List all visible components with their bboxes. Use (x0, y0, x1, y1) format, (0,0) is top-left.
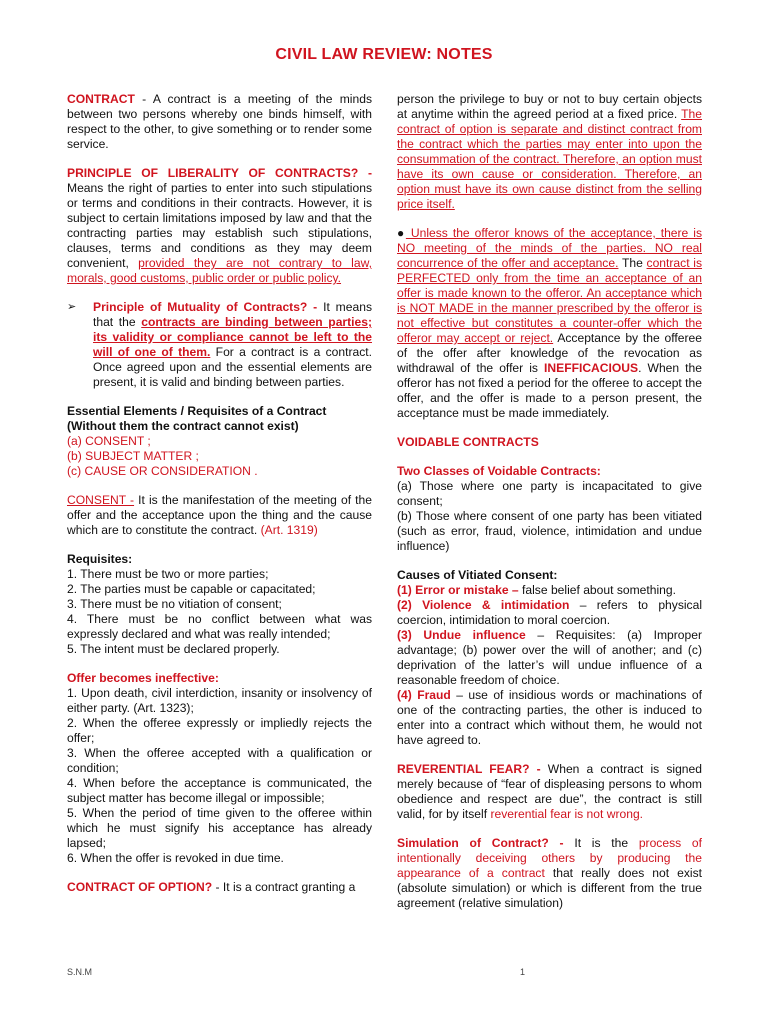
mutuality-emphasis: contracts are binding between parties; its validity or compliance cannot be left to the will of one of them. (93, 315, 372, 359)
list-item: 2. When the offeree expressly or impliedly rejects the offer; (67, 716, 372, 745)
consent-heading: CONSENT - (67, 493, 135, 507)
inefficacious-term: INEFFICACIOUS (544, 361, 639, 375)
list-item (397, 628, 702, 688)
liberality-text: Means the right of parties to enter into such stipulations or terms and conditions in their contracts. However, it is subject to certain limitations imposed by law and that the contracting parties may establish such stipulations, clauses, terms and conditions as they may deem convenient, (67, 181, 372, 270)
mutuality-text-block (93, 300, 372, 390)
offeror-emphasis-1: Unless the offeror knows of the acceptance, there is NO meeting of the minds of the parties. NO real concurrence of the offer and acceptance. (397, 226, 703, 270)
list-item: 1. Upon death, civil interdiction, insanity or insolvency of either party. (Art. 1323); (67, 686, 372, 715)
reverential-fear-emphasis: reverential fear is not wrong. (490, 807, 644, 821)
mutuality-text-2: For a contract is a contract. Once agreed upon and the essential elements are present, it is valid and binding between parties. (93, 345, 373, 389)
list-item: 5. When the period of time given to the offeree within which he must signify his acceptance has already lapsed; (67, 806, 372, 850)
list-item: 5. The intent must be declared properly. (67, 642, 280, 656)
offeror-acceptance (397, 226, 702, 421)
causes-heading: Causes of Vitiated Consent: (397, 568, 558, 582)
cause-label: (2) Violence & intimidation (397, 598, 570, 612)
essential-elements-heading: Essential Elements / Requisites of a Contract (Without them the contract cannot exist) (67, 404, 327, 433)
page-number: 1 (520, 967, 526, 977)
simulation-emphasis: process of intentionally deceiving others by producing the appearance of a contract (397, 836, 702, 880)
offeror-text-3: . When the offeror has not fixed a period for the offeree to accept the offer, and the offer is made to a person present, the acceptance must be made immediately. (397, 361, 702, 420)
consent-text: It is the manifestation of the meeting of the offer and the acceptance upon the thing and the cause which are to constitute the contract. (67, 493, 372, 537)
option-continued (397, 92, 702, 212)
voidable-contracts-heading: VOIDABLE CONTRACTS (397, 435, 539, 449)
cause-text: – refers to physical coercion, intimidation to moral coercion. (397, 598, 703, 627)
page-title: CIVIL LAW REVIEW: NOTES (275, 46, 493, 63)
simulation-of-contract (397, 836, 702, 911)
list-item: 4. There must be no conflict between what was expressly declared and what was really intended; (67, 612, 372, 641)
list-item: 3. When the offeree accepted with a qualification or condition; (67, 746, 372, 775)
reverential-fear-heading: REVERENTIAL FEAR? - (397, 762, 541, 776)
voidable-classes (397, 464, 702, 554)
contract-heading: CONTRACT (67, 92, 135, 106)
liberality-proviso: provided they are not contrary to law, morals, good customs, public order or public policy. (67, 256, 372, 285)
list-item (397, 598, 702, 628)
liberality-section (67, 166, 372, 286)
list-item: 6. When the offer is revoked in due time. (67, 851, 284, 865)
simulation-text-1: It is the (563, 836, 639, 850)
offer-ineffective-list (67, 671, 372, 866)
cause-text: – use of insidious words or machinations of one of the contracting parties, the other is induced to enter into a contract which without them, he would not have agreed to. (397, 688, 702, 747)
contract-definition (67, 92, 372, 152)
left-column (67, 92, 372, 909)
reverential-fear-text: When a contract is signed merely because of “fear of displeasing persons to whom obedience and respect are due”, the contract is still valid, for by itself (397, 762, 702, 821)
mutuality-text-1: It means that the (93, 300, 372, 329)
reverential-fear (397, 762, 702, 822)
bullet-dot-icon: ● (397, 226, 406, 240)
liberality-heading: PRINCIPLE OF LIBERALITY OF CONTRACTS? - (67, 166, 372, 180)
option-cont-text: person the privilege to buy or not to buy certain objects at anytime within the agreed period at a fixed price. (397, 92, 702, 121)
consent-definition (67, 493, 372, 538)
element-item: (b) SUBJECT MATTER ; (67, 449, 199, 463)
list-item: (a) Those where one party is incapacitated to give consent; (397, 479, 702, 508)
cause-text: false belief about something. (518, 583, 676, 597)
offer-ineffective-heading: Offer becomes ineffective: (67, 671, 219, 685)
element-item: (a) CONSENT ; (67, 434, 151, 448)
simulation-heading: Simulation of Contract? - (397, 836, 564, 850)
mutuality-bullet (67, 300, 372, 390)
footer-initials: S.N.M (67, 967, 93, 977)
list-item: 1. There must be two or more parties; (67, 567, 269, 581)
offeror-text-1: The (618, 256, 647, 270)
requisites-list (67, 552, 372, 657)
cause-label: (4) Fraud (397, 688, 451, 702)
option-text: - It is a contract granting a (212, 880, 356, 894)
consent-article-ref: (Art. 1319) (260, 523, 318, 537)
element-item: (c) CAUSE OR CONSIDERATION . (67, 464, 258, 478)
simulation-text-2: that really does not exist (absolute simulation) or which is different from the true agreement (relative simulation) (397, 866, 702, 910)
option-cont-emphasis: The contract of option is separate and distinct contract from the contract which the parties may enter into upon the consummation of the contract. Therefore, an option must have its own cause or consideration. Therefore, an option must have its own cause distinct from the selling price itself. (397, 107, 702, 211)
offeror-emphasis-2: contract is PERFECTED only from the time an acceptance of an offer is made known to the offeror. An acceptance which is NOT MADE in the manner prescribed by the offeror is not effective but constitutes a counter-offer which the offeror may accept or reject. (397, 256, 703, 345)
requisites-heading: Requisites: (67, 552, 133, 566)
arrow-bullet-icon: ➢ (67, 301, 77, 313)
voidable-classes-heading: Two Classes of Voidable Contracts: (397, 464, 601, 478)
cause-label: (3) Undue influence (397, 628, 526, 642)
essential-elements (67, 404, 372, 479)
offeror-text-2: Acceptance by the offeree of the offer after knowledge of the revocation as withdrawal of the offer is (397, 331, 702, 375)
list-item: 2. The parties must be capable or capacitated; (67, 582, 316, 596)
vitiated-consent-causes (397, 568, 702, 748)
list-item: (b) Those where consent of one party has been vitiated (such as error, fraud, violence, intimidation and undue influence) (397, 509, 702, 553)
list-item (397, 583, 702, 598)
right-column (397, 92, 702, 925)
contract-text: - A contract is a meeting of the minds between two persons whereby one binds himself, with respect to the other, to give something or to render some service. (67, 92, 372, 151)
contract-of-option (67, 880, 372, 895)
list-item: 4. When before the acceptance is communicated, the subject matter has become illegal or impossible; (67, 776, 372, 805)
option-heading: CONTRACT OF OPTION? (67, 880, 213, 894)
cause-text: – Requisites: (a) Improper advantage; (b) power over the will of another; and (c) deprivation of the latter’s will undue influence of a reasonable freedom of choice. (397, 628, 702, 687)
mutuality-heading: Principle of Mutuality of Contracts? - (93, 300, 318, 314)
list-item: 3. There must be no vitiation of consent; (67, 597, 282, 611)
cause-label: (1) Error or mistake – (397, 583, 519, 597)
list-item (397, 688, 702, 748)
